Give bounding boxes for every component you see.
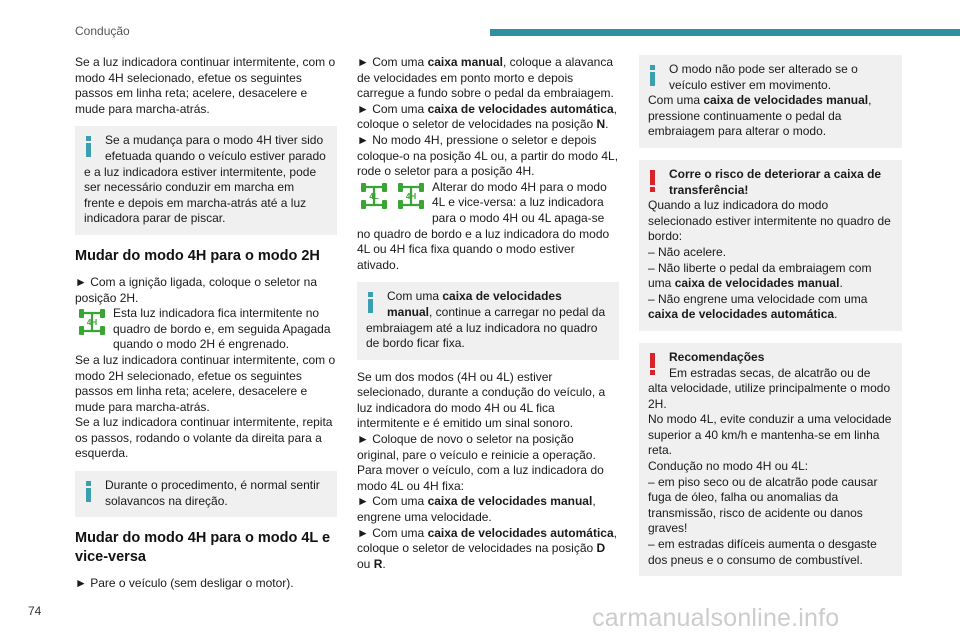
list-item: – Não acelere.	[648, 244, 727, 259]
warning-icon	[650, 170, 655, 192]
svg-text:4H: 4H	[86, 318, 98, 328]
info-icon	[368, 292, 373, 313]
paragraph: ► Com uma caixa manual, coloque a alavanca de velocidades em ponto morto e depois carregue a fundo sobre o pedal da embraiagem.	[357, 55, 614, 101]
warning-note	[639, 343, 902, 576]
header-title: Condução	[75, 24, 130, 38]
list-item: – Não engrene uma velocidade com uma caixa de velocidades automática.	[648, 291, 868, 322]
column-1	[75, 55, 337, 592]
note-text: Se a mudança para o modo 4H tiver sido efetuada quando o veículo estiver parado e a luz indicadora estiver intermitente, pode ser necessário conduzir em marcha em frente e depois em marcha-atrás até a luz indicadora parar de piscar.	[84, 133, 326, 226]
list-item: – em estradas difíceis aumenta o desgaste dos pneus e o consumo de combustível.	[648, 537, 877, 567]
4wd-high-indicator-icon	[394, 181, 428, 211]
svg-text:4L: 4L	[369, 191, 379, 201]
paragraph: ► No modo 4H, pressione o seletor e depois coloque-o na posição 4L ou, a partir do modo 4L, rode o seletor para a posição 4H.	[357, 132, 619, 179]
paragraph: ► Com uma caixa de velocidades automática, coloque o seletor de velocidades na posição D ou R.	[357, 525, 617, 571]
paragraph: Se a luz indicadora continuar intermitente, com o modo 4H selecionado, efetue os seguintes passos em linha reta; acelere, desacelere e mude para marcha-atrás.	[75, 55, 336, 116]
column-2	[357, 55, 619, 572]
note-text: Durante o procedimento, é normal sentir solavancos na direção.	[105, 478, 320, 508]
paragraph: Se um dos modos (4H ou 4L) estiver selecionado, durante a condução do veículo, a luz indicadora do modo 4H ou 4L fica intermitente e é emitido um sinal sonoro.	[357, 369, 606, 431]
paragraph: Para mover o veículo, com a luz indicadora do modo 4L ou 4H fixa:	[357, 463, 604, 493]
paragraph: ► Com uma caixa de velocidades manual, engrene uma velocidade.	[357, 494, 596, 525]
4wd-low-indicator-icon	[357, 181, 391, 211]
note-text: Condução no modo 4H ou 4L:	[648, 459, 809, 474]
note-text: Com uma caixa de velocidades manual, continue a carregar no pedal da embraiagem até a luz indicadora no quadro de bordo ficar fixa.	[366, 289, 606, 351]
svg-text:4H: 4H	[405, 191, 417, 201]
paragraph: Se a luz indicadora continuar intermitente, repita os passos, rodando o volante da direita para a esquerda.	[75, 415, 333, 461]
warning-title: Corre o risco de deteriorar a caixa de transferência!	[669, 166, 882, 197]
note-text: Com uma caixa de velocidades manual, pressione continuamente o pedal da embraiagem para alterar o modo.	[648, 93, 872, 139]
info-icon	[86, 481, 91, 502]
info-icon	[650, 65, 655, 86]
info-note	[357, 282, 619, 359]
column-3	[639, 55, 902, 586]
header-accent-bar	[490, 29, 960, 36]
paragraph: ► Com a ignição ligada, coloque o seletor na posição 2H.	[75, 274, 318, 305]
info-note	[75, 471, 337, 517]
section-heading: Mudar do modo 4H para o modo 4L e vice-versa	[75, 530, 331, 566]
info-note	[75, 126, 337, 235]
paragraph: ► Coloque de novo o seletor na posição original, pare o veículo e reinicie a operação.	[357, 432, 596, 462]
note-text: No modo 4L, evite conduzir a uma velocidade superior a 40 km/h e mantenha-se em linha reta.	[648, 412, 892, 458]
warning-icon	[650, 353, 655, 375]
note-text: Em estradas secas, de alcatrão ou de alta velocidade, utilize principalmente o modo 2H.	[648, 365, 891, 411]
paragraph: Se a luz indicadora continuar intermitente, com o modo 2H selecionado, efetue os seguintes passos em linha reta; acelere, desacelere e mude para marcha-atrás.	[75, 352, 336, 414]
note-text: O modo não pode ser alterado se o veículo estiver em movimento.	[669, 62, 858, 92]
4wd-indicator-icon	[75, 307, 109, 337]
paragraph: ► Pare o veículo (sem desligar o motor).	[75, 576, 294, 591]
paragraph: ► Com uma caixa de velocidades automática, coloque o seletor de velocidades na posição N.	[357, 101, 617, 132]
page-number: 74	[28, 604, 42, 618]
section-heading: Mudar do modo 4H para o modo 2H	[75, 247, 320, 264]
info-icon	[86, 136, 91, 157]
4wd-indicator-pair	[357, 181, 428, 211]
watermark: carmanualsonline.info	[592, 604, 840, 632]
note-text: Quando a luz indicadora do modo selecionado estiver intermitente no quadro de bordo:	[648, 198, 891, 244]
info-note	[639, 55, 902, 148]
paragraph: Alterar do modo 4H para o modo 4L e vice-versa: a luz indicadora para o modo 4H ou 4L apaga-se no quadro de bordo e a luz indicadora do modo 4L ou 4H fica fixa quando o modo estiver ativado.	[357, 179, 610, 272]
list-item: – em piso seco ou de alcatrão pode causar fuga de óleo, falha ou anomalias da transmissão, risco de acidente ou danos graves!	[648, 474, 878, 536]
warning-note	[639, 160, 902, 331]
warning-title: Recomendações	[669, 349, 765, 364]
list-item: – Não liberte o pedal da embraiagem com uma caixa de velocidades manual.	[648, 260, 872, 291]
paragraph: Esta luz indicadora fica intermitente no quadro de bordo e, em seguida Apagada quando o modo 2H é engrenado.	[113, 306, 331, 352]
